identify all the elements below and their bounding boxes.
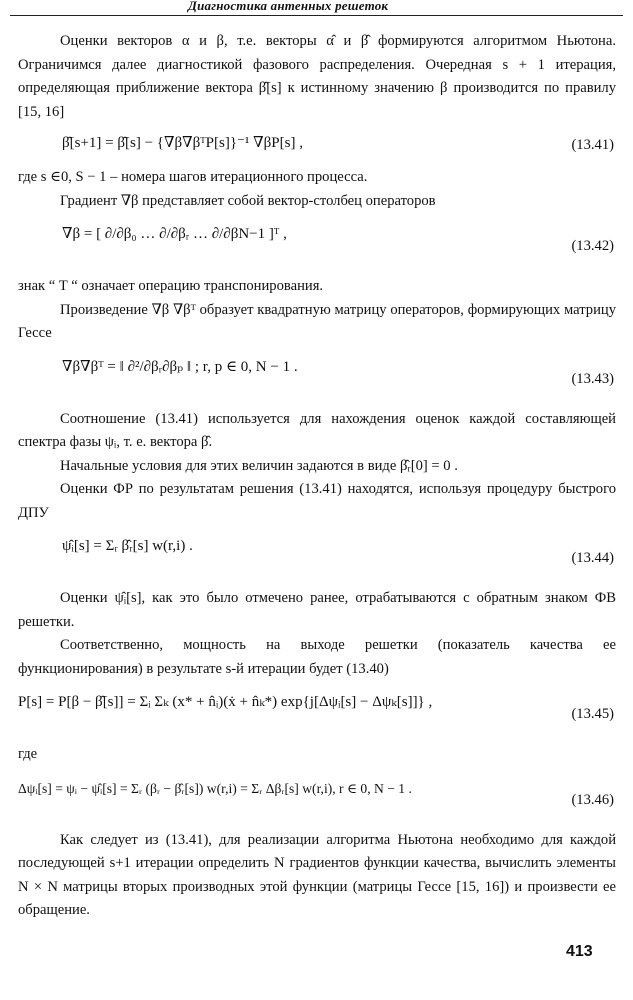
paragraph: Соотношение (13.41) используется для нахождения оценок каждой составляющей спектра фазы ψᵢ, т. е. вектора β̂. [18, 410, 616, 450]
paragraph: где s ∈0, S − 1 – номера шагов итерационного процесса. [18, 169, 368, 185]
equation-13-43 [18, 350, 616, 404]
equation-13-42 [18, 217, 616, 271]
equation-formula: Δψᵢ[s] = ψᵢ − ψ̂ᵢ[s] = Σᵣ (βᵣ − β̂ᵣ[s]) w(r,i) = Σᵣ Δβᵣ[s] w(r,i), r ∈ 0, N − 1 . [18, 780, 412, 796]
equation-formula: ∇β∇βᵀ = ‖ ∂²/∂βᵣ∂βₚ ‖ ; r, p ∈ 0, N − 1 . [62, 358, 298, 375]
paragraph: Оценки ψ̂ᵢ[s], как это было отмечено ранее, отрабатываются с обратным знаком ФВ решетки. [18, 590, 616, 630]
paragraph: Как следует из (13.41), для реализации алгоритма Ньютона необходимо для каждой последующей s+1 итерации определить N градиентов функции качества, вычислить элементы N × N матрицы вторых производных этой функции (матрицы Гессе [15, 16]) и произвести ее обращение. [18, 831, 616, 918]
equation-number: (13.42) [571, 238, 614, 254]
equation-number: (13.46) [571, 791, 614, 808]
body-text [18, 30, 616, 923]
paragraph: Соответственно, мощность на выходе решетки (показатель качества ее функционирования) в результате s-й итерации будет (13.40) [18, 637, 616, 677]
equation-formula: P[s] = P[β − β̂[s]] = Σᵢ Σₖ (x* + n̂ᵢ)(ẋ + n̂ₖ*) exp{j[Δψᵢ[s] − Δψₖ[s]]} , [18, 694, 433, 710]
equation-13-44 [18, 529, 616, 583]
paragraph: Оценки ФР по результатам решения (13.41) находятся, используя процедуру быстрого ДПУ [18, 481, 616, 521]
paragraph: Произведение ∇β ∇βᵀ образует квадратную матрицу операторов, формирующих матрицу Гессе [18, 301, 616, 341]
equation-13-41 [18, 128, 616, 162]
equation-number: (13.43) [571, 370, 614, 387]
running-header [0, 0, 633, 16]
equation-formula: β̂[s+1] = β̂[s] − {∇β∇βᵀP[s]}⁻¹ ∇βP[s] , [62, 135, 303, 151]
equation-13-46 [18, 771, 616, 825]
paragraph: где [18, 746, 38, 762]
equation-formula: ∇β = [ ∂/∂β₀ … ∂/∂βᵣ … ∂/∂βN−1 ]ᵀ , [62, 226, 287, 242]
equation-number: (13.41) [571, 137, 614, 153]
equation-number: (13.44) [571, 550, 614, 566]
paragraph: Начальные условия для этих величин задаются в виде β̂ᵣ[0] = 0 . [60, 457, 458, 474]
paragraph: знак “ T “ означает операцию транспонирования. [18, 278, 324, 294]
equation-formula: ψ̂ᵢ[s] = Σᵣ β̂ᵣ[s] w(r,i) . [62, 538, 193, 554]
equation-number: (13.45) [571, 706, 614, 722]
paragraph: Оценки векторов α и β, т.е. векторы α̂ и β̂ формируются алгоритмом Ньютона. Ограничимся далее диагностикой фазового распределения. Очередная s + 1 итерация, определяющая приближение вектора β̂[s] к истинному значению β производится по правилу [15, 16] [18, 33, 616, 120]
paragraph: Градиент ∇β представляет собой вектор-столбец операторов [60, 192, 436, 209]
header-title: Диагностика антенных решеток [188, 0, 389, 13]
page-number: 413 [566, 943, 593, 960]
header-rule [10, 15, 623, 16]
equation-13-45 [18, 685, 616, 739]
